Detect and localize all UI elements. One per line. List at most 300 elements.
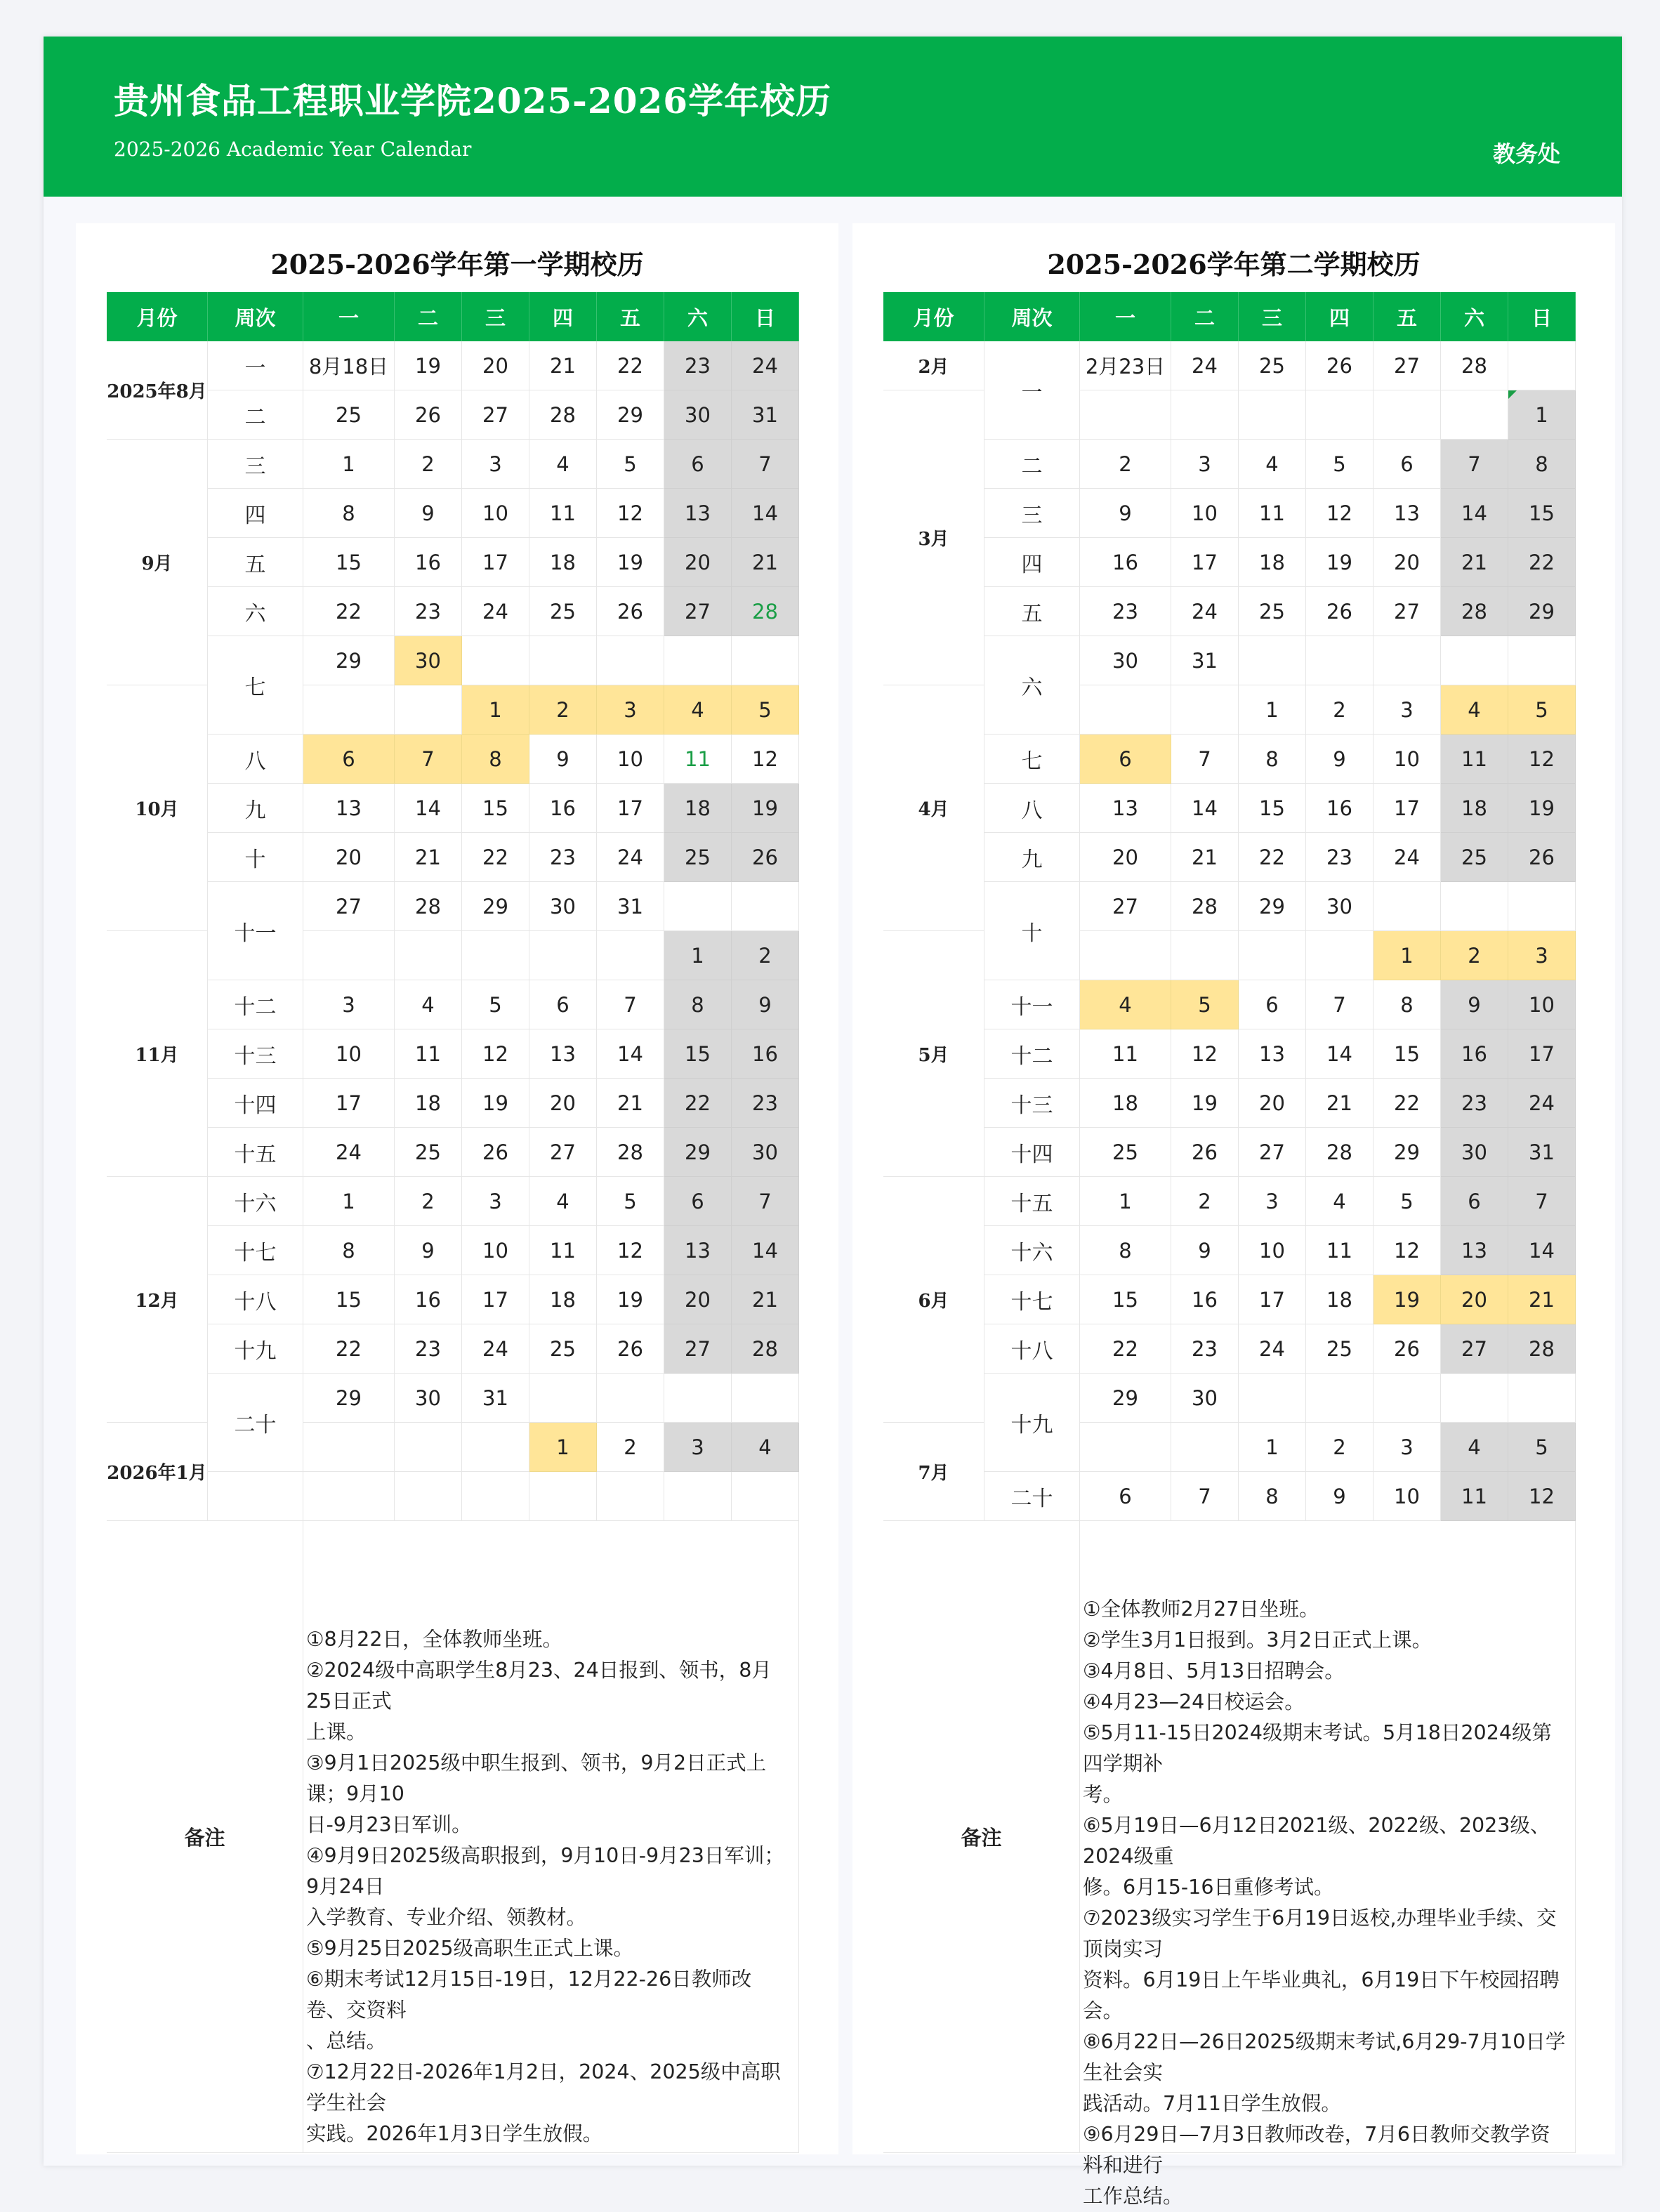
day-cell: 30 (1441, 1128, 1508, 1177)
day-cell: 2 (1080, 440, 1171, 489)
day-cell: 9 (395, 1226, 462, 1275)
week-label: 十六 (984, 1226, 1080, 1275)
day-cell: 19 (1171, 1079, 1239, 1128)
day-cell: 16 (1080, 538, 1171, 587)
note-line: ①全体教师2月27日坐班。 (1083, 1598, 1319, 1621)
column-header: 二 (1171, 292, 1239, 341)
day-cell (303, 1423, 395, 1472)
week-label: 十一 (984, 980, 1080, 1029)
day-cell: 3 (462, 440, 529, 489)
day-cell: 29 (303, 636, 395, 685)
day-cell: 1 (1508, 390, 1576, 440)
day-cell (664, 1374, 732, 1423)
day-cell: 14 (1306, 1029, 1374, 1079)
day-cell: 30 (395, 1374, 462, 1423)
day-cell (1306, 390, 1374, 440)
day-cell: 24 (1171, 587, 1239, 636)
month-label: 2月 (883, 341, 984, 390)
day-cell: 21 (1508, 1275, 1576, 1324)
day-cell: 18 (1441, 784, 1508, 833)
note-line: ⑦12月22日-2026年1月2日，2024、2025级中高职学生社会 (306, 2060, 781, 2114)
day-cell: 20 (664, 538, 732, 587)
week-label: 一 (208, 341, 303, 390)
day-cell (732, 636, 799, 685)
day-cell (462, 636, 529, 685)
notes-block (1080, 1521, 1576, 2208)
note-line: ③4月8日、5月13日招聘会。 (1083, 1659, 1345, 1683)
day-cell: 12 (597, 1226, 664, 1275)
column-header: 一 (303, 292, 395, 341)
day-cell: 22 (664, 1079, 732, 1128)
day-cell: 27 (1374, 587, 1441, 636)
day-cell: 20 (664, 1275, 732, 1324)
week-label: 六 (984, 636, 1080, 735)
day-cell: 8 (303, 1226, 395, 1275)
day-cell: 5 (1171, 980, 1239, 1029)
day-cell: 17 (462, 538, 529, 587)
day-cell: 11 (1080, 1029, 1171, 1079)
day-cell: 12 (1508, 1472, 1576, 1521)
day-cell: 7 (1171, 735, 1239, 784)
day-cell: 13 (303, 784, 395, 833)
day-cell: 28 (1441, 587, 1508, 636)
day-cell: 4 (732, 1423, 799, 1472)
day-cell: 29 (1080, 1374, 1171, 1423)
day-cell: 8 (1239, 1472, 1306, 1521)
day-cell: 31 (597, 882, 664, 931)
day-cell: 7 (1306, 980, 1374, 1029)
note-line: 资料。6月19日上午毕业典礼，6月19日下午校园招聘会。 (1083, 1968, 1560, 2022)
day-cell: 25 (1239, 341, 1306, 390)
day-cell (1374, 390, 1441, 440)
week-label: 四 (208, 489, 303, 538)
day-cell: 3 (462, 1177, 529, 1226)
day-cell: 21 (1306, 1079, 1374, 1128)
day-cell: 23 (1171, 1324, 1239, 1374)
day-cell: 15 (1508, 489, 1576, 538)
day-cell: 14 (1508, 1226, 1576, 1275)
day-cell: 22 (597, 341, 664, 390)
day-cell: 10 (462, 1226, 529, 1275)
day-cell: 25 (529, 587, 597, 636)
day-cell (1441, 636, 1508, 685)
day-cell: 28 (395, 882, 462, 931)
day-cell: 22 (303, 587, 395, 636)
week-label: 十四 (984, 1128, 1080, 1177)
day-cell: 11 (1306, 1226, 1374, 1275)
day-cell: 26 (462, 1128, 529, 1177)
day-cell: 3 (1374, 1423, 1441, 1472)
day-cell: 9 (1306, 1472, 1374, 1521)
day-cell: 14 (732, 489, 799, 538)
day-cell: 12 (732, 735, 799, 784)
day-cell: 16 (732, 1029, 799, 1079)
day-cell: 22 (1508, 538, 1576, 587)
day-cell: 21 (1171, 833, 1239, 882)
day-cell (1508, 882, 1576, 931)
day-cell (1374, 882, 1441, 931)
day-cell (1306, 931, 1374, 980)
day-cell: 18 (1239, 538, 1306, 587)
day-cell: 26 (395, 390, 462, 440)
day-cell: 11 (1441, 1472, 1508, 1521)
day-cell: 21 (1441, 538, 1508, 587)
day-cell (664, 882, 732, 931)
day-cell: 18 (1306, 1275, 1374, 1324)
day-cell (1171, 931, 1239, 980)
day-cell: 23 (395, 587, 462, 636)
week-label: 十七 (984, 1275, 1080, 1324)
day-cell: 20 (529, 1079, 597, 1128)
day-cell (1508, 341, 1576, 390)
month-label: 3月 (883, 390, 984, 685)
day-cell: 17 (1171, 538, 1239, 587)
note-line: 上课。 (306, 1720, 367, 1744)
day-cell: 11 (529, 1226, 597, 1275)
note-line: ⑧6月22日—26日2025级期末考试,6月29-7月10日学生社会实 (1083, 2030, 1566, 2084)
day-cell: 6 (529, 980, 597, 1029)
day-cell (1374, 1374, 1441, 1423)
day-cell: 28 (732, 1324, 799, 1374)
day-cell: 15 (1080, 1275, 1171, 1324)
day-cell: 18 (664, 784, 732, 833)
calendar-grid (107, 292, 799, 2153)
week-label: 四 (984, 538, 1080, 587)
day-cell: 25 (395, 1128, 462, 1177)
day-cell: 19 (732, 784, 799, 833)
month-label: 5月 (883, 931, 984, 1177)
day-cell (732, 882, 799, 931)
day-cell: 8 (462, 735, 529, 784)
day-cell: 28 (1171, 882, 1239, 931)
week-label: 十六 (208, 1177, 303, 1226)
day-cell: 27 (664, 587, 732, 636)
day-cell: 16 (395, 538, 462, 587)
day-cell: 25 (303, 390, 395, 440)
day-cell: 3 (664, 1423, 732, 1472)
day-cell (529, 931, 597, 980)
day-cell: 22 (1080, 1324, 1171, 1374)
day-cell: 20 (1441, 1275, 1508, 1324)
day-cell: 27 (1441, 1324, 1508, 1374)
day-cell: 14 (597, 1029, 664, 1079)
day-cell: 6 (664, 440, 732, 489)
day-cell: 16 (1306, 784, 1374, 833)
day-cell: 8 (1374, 980, 1441, 1029)
day-cell: 25 (529, 1324, 597, 1374)
day-cell (303, 685, 395, 735)
note-line: ⑤9月25日2025级高职生正式上课。 (306, 1937, 633, 1960)
day-cell: 21 (732, 538, 799, 587)
month-label: 12月 (107, 1177, 208, 1423)
notes-label: 备注 (883, 1521, 1080, 2153)
day-cell: 9 (1080, 489, 1171, 538)
day-cell: 27 (664, 1324, 732, 1374)
day-cell: 10 (597, 735, 664, 784)
note-line: ①8月22日，全体教师坐班。 (306, 1628, 562, 1651)
day-cell: 5 (1508, 1423, 1576, 1472)
day-cell (395, 931, 462, 980)
day-cell: 24 (1508, 1079, 1576, 1128)
day-cell: 24 (462, 1324, 529, 1374)
day-cell (1080, 1423, 1171, 1472)
day-cell: 30 (395, 636, 462, 685)
day-cell (1374, 636, 1441, 685)
column-header: 二 (395, 292, 462, 341)
day-cell: 13 (1374, 489, 1441, 538)
day-cell: 20 (1080, 833, 1171, 882)
month-label: 11月 (107, 931, 208, 1177)
week-label: 十八 (208, 1275, 303, 1324)
day-cell: 3 (597, 685, 664, 735)
column-header: 月份 (883, 292, 984, 341)
day-cell: 14 (732, 1226, 799, 1275)
day-cell: 30 (1080, 636, 1171, 685)
week-label: 十三 (208, 1029, 303, 1079)
day-cell: 30 (1306, 882, 1374, 931)
day-cell: 8 (1239, 735, 1306, 784)
day-cell: 24 (462, 587, 529, 636)
day-cell (732, 1374, 799, 1423)
day-cell: 26 (1508, 833, 1576, 882)
day-cell: 9 (529, 735, 597, 784)
week-label: 二 (984, 440, 1080, 489)
semester-panel-2 (852, 223, 1615, 2208)
day-cell: 19 (1306, 538, 1374, 587)
day-cell: 20 (1374, 538, 1441, 587)
day-cell: 25 (1306, 1324, 1374, 1374)
column-header: 一 (1080, 292, 1171, 341)
day-cell (1306, 1374, 1374, 1423)
column-header: 月份 (107, 292, 208, 341)
note-line: 考。 (1083, 1783, 1124, 1806)
day-cell: 1 (303, 440, 395, 489)
day-cell: 22 (303, 1324, 395, 1374)
day-cell: 11 (664, 735, 732, 784)
day-cell: 4 (1441, 1423, 1508, 1472)
month-label: 4月 (883, 685, 984, 931)
month-label: 6月 (883, 1177, 984, 1423)
day-cell: 27 (1239, 1128, 1306, 1177)
week-label: 六 (208, 587, 303, 636)
day-cell: 2 (529, 685, 597, 735)
day-cell: 12 (1171, 1029, 1239, 1079)
week-label: 十三 (984, 1079, 1080, 1128)
day-cell: 18 (529, 538, 597, 587)
day-cell (529, 636, 597, 685)
week-label: 十五 (984, 1177, 1080, 1226)
day-cell: 10 (303, 1029, 395, 1079)
day-cell: 31 (732, 390, 799, 440)
day-cell: 24 (1239, 1324, 1306, 1374)
day-cell: 26 (1374, 1324, 1441, 1374)
day-cell: 14 (1171, 784, 1239, 833)
day-cell: 1 (303, 1177, 395, 1226)
day-cell: 7 (1441, 440, 1508, 489)
day-cell: 1 (1374, 931, 1441, 980)
day-cell: 6 (1080, 1472, 1171, 1521)
day-cell: 26 (732, 833, 799, 882)
note-line: ⑨6月29日—7月3日教师改卷，7月6日教师交教学资料和进行 (1083, 2123, 1550, 2177)
calendar-grid (883, 292, 1576, 2208)
day-cell: 19 (395, 341, 462, 390)
calendar-sheet (44, 37, 1622, 2208)
day-cell: 23 (529, 833, 597, 882)
note-line: ⑤5月11-15日2024级期末考试。5月18日2024级第四学期补 (1083, 1721, 1552, 1775)
note-line: ⑥5月19日—6月12日2021级、2022级、2023级、2024级重 (1083, 1814, 1550, 1868)
week-label: 十二 (208, 980, 303, 1029)
day-cell: 28 (1306, 1128, 1374, 1177)
day-cell: 22 (1239, 833, 1306, 882)
day-cell: 30 (529, 882, 597, 931)
column-header: 六 (1441, 292, 1508, 341)
day-cell (1239, 636, 1306, 685)
column-header: 五 (597, 292, 664, 341)
day-cell: 11 (529, 489, 597, 538)
day-cell: 19 (1508, 784, 1576, 833)
day-cell: 24 (1374, 833, 1441, 882)
column-header: 三 (462, 292, 529, 341)
week-label: 十 (984, 882, 1080, 980)
week-label: 十八 (984, 1324, 1080, 1374)
day-cell: 12 (597, 489, 664, 538)
day-cell: 28 (529, 390, 597, 440)
day-cell (303, 1472, 395, 1521)
day-cell: 18 (1080, 1079, 1171, 1128)
day-cell (303, 931, 395, 980)
day-cell: 6 (1239, 980, 1306, 1029)
day-cell: 4 (664, 685, 732, 735)
day-cell: 4 (529, 1177, 597, 1226)
day-cell (1508, 636, 1576, 685)
notes-block (303, 1521, 799, 2153)
week-label: 七 (208, 636, 303, 735)
note-line: 入学教育、专业介绍、领教材。 (306, 1906, 587, 1929)
day-cell: 10 (1374, 735, 1441, 784)
day-cell (597, 1472, 664, 1521)
day-cell: 24 (732, 341, 799, 390)
day-cell (1239, 390, 1306, 440)
day-cell: 9 (1306, 735, 1374, 784)
day-cell: 19 (1374, 1275, 1441, 1324)
week-label: 八 (208, 735, 303, 784)
page-title: 贵州食品工程职业学院2025-2026学年校历 (114, 80, 832, 121)
day-cell: 24 (303, 1128, 395, 1177)
day-cell: 7 (732, 440, 799, 489)
day-cell: 29 (1239, 882, 1306, 931)
day-cell: 5 (597, 1177, 664, 1226)
column-header: 四 (529, 292, 597, 341)
day-cell: 11 (1239, 489, 1306, 538)
day-cell: 1 (462, 685, 529, 735)
header-banner (44, 37, 1622, 197)
day-cell: 16 (529, 784, 597, 833)
semester-title: 2025-2026学年第一学期校历 (270, 249, 644, 280)
day-cell: 31 (462, 1374, 529, 1423)
day-cell: 18 (395, 1079, 462, 1128)
day-cell: 5 (1374, 1177, 1441, 1226)
day-cell: 14 (1441, 489, 1508, 538)
day-cell: 3 (303, 980, 395, 1029)
day-cell: 6 (664, 1177, 732, 1226)
note-line: ④4月23—24日校运会。 (1083, 1690, 1305, 1713)
day-cell (1080, 685, 1171, 735)
week-label: 二 (208, 390, 303, 440)
day-cell: 4 (1306, 1177, 1374, 1226)
week-label: 一 (984, 341, 1080, 440)
day-cell: 3 (1171, 440, 1239, 489)
day-cell: 21 (395, 833, 462, 882)
column-header: 周次 (208, 292, 303, 341)
day-cell (395, 685, 462, 735)
page-subtitle: 2025-2026 Academic Year Calendar (114, 138, 472, 161)
day-cell: 11 (1441, 735, 1508, 784)
day-cell: 3 (1508, 931, 1576, 980)
day-cell: 5 (1508, 685, 1576, 735)
day-cell: 29 (1508, 587, 1576, 636)
day-cell (597, 931, 664, 980)
day-cell: 7 (1171, 1472, 1239, 1521)
day-cell (1080, 931, 1171, 980)
column-header: 六 (664, 292, 732, 341)
day-cell: 4 (529, 440, 597, 489)
day-cell: 5 (462, 980, 529, 1029)
column-header: 四 (1306, 292, 1374, 341)
day-cell (732, 1472, 799, 1521)
day-cell (1508, 1374, 1576, 1423)
day-cell: 2 (1306, 685, 1374, 735)
day-cell: 23 (395, 1324, 462, 1374)
semester-title: 2025-2026学年第二学期校历 (1047, 249, 1421, 280)
day-cell (1239, 1374, 1306, 1423)
day-cell: 6 (1374, 440, 1441, 489)
day-cell: 13 (664, 1226, 732, 1275)
day-cell: 4 (1080, 980, 1171, 1029)
day-cell: 2 (1171, 1177, 1239, 1226)
day-cell: 2 (1306, 1423, 1374, 1472)
day-cell: 7 (597, 980, 664, 1029)
day-cell: 30 (732, 1128, 799, 1177)
month-label: 2025年8月 (107, 341, 208, 440)
day-cell (462, 1423, 529, 1472)
week-label: 九 (208, 784, 303, 833)
day-cell: 27 (529, 1128, 597, 1177)
day-cell: 23 (1306, 833, 1374, 882)
day-cell: 8 (1508, 440, 1576, 489)
day-cell: 3 (1239, 1177, 1306, 1226)
day-cell: 20 (462, 341, 529, 390)
day-cell: 29 (303, 1374, 395, 1423)
day-cell: 9 (395, 489, 462, 538)
day-cell: 6 (1441, 1177, 1508, 1226)
day-cell: 1 (1080, 1177, 1171, 1226)
day-cell: 7 (1508, 1177, 1576, 1226)
semester-panel-1 (76, 223, 838, 2154)
day-cell: 16 (1171, 1275, 1239, 1324)
day-cell (1171, 390, 1239, 440)
day-cell: 9 (732, 980, 799, 1029)
day-cell: 15 (303, 1275, 395, 1324)
week-label: 十 (208, 833, 303, 882)
day-cell: 10 (1239, 1226, 1306, 1275)
department-label: 教务处 (1492, 140, 1560, 167)
day-cell: 13 (1080, 784, 1171, 833)
day-cell: 3 (1374, 685, 1441, 735)
note-line: ⑦2023级实习学生于6月19日返校,办理毕业手续、交顶岗实习 (1083, 1907, 1557, 1961)
week-label: 二十 (984, 1472, 1080, 1521)
note-line: 修。6月15-16日重修考试。 (1083, 1876, 1334, 1899)
month-label: 10月 (107, 685, 208, 931)
